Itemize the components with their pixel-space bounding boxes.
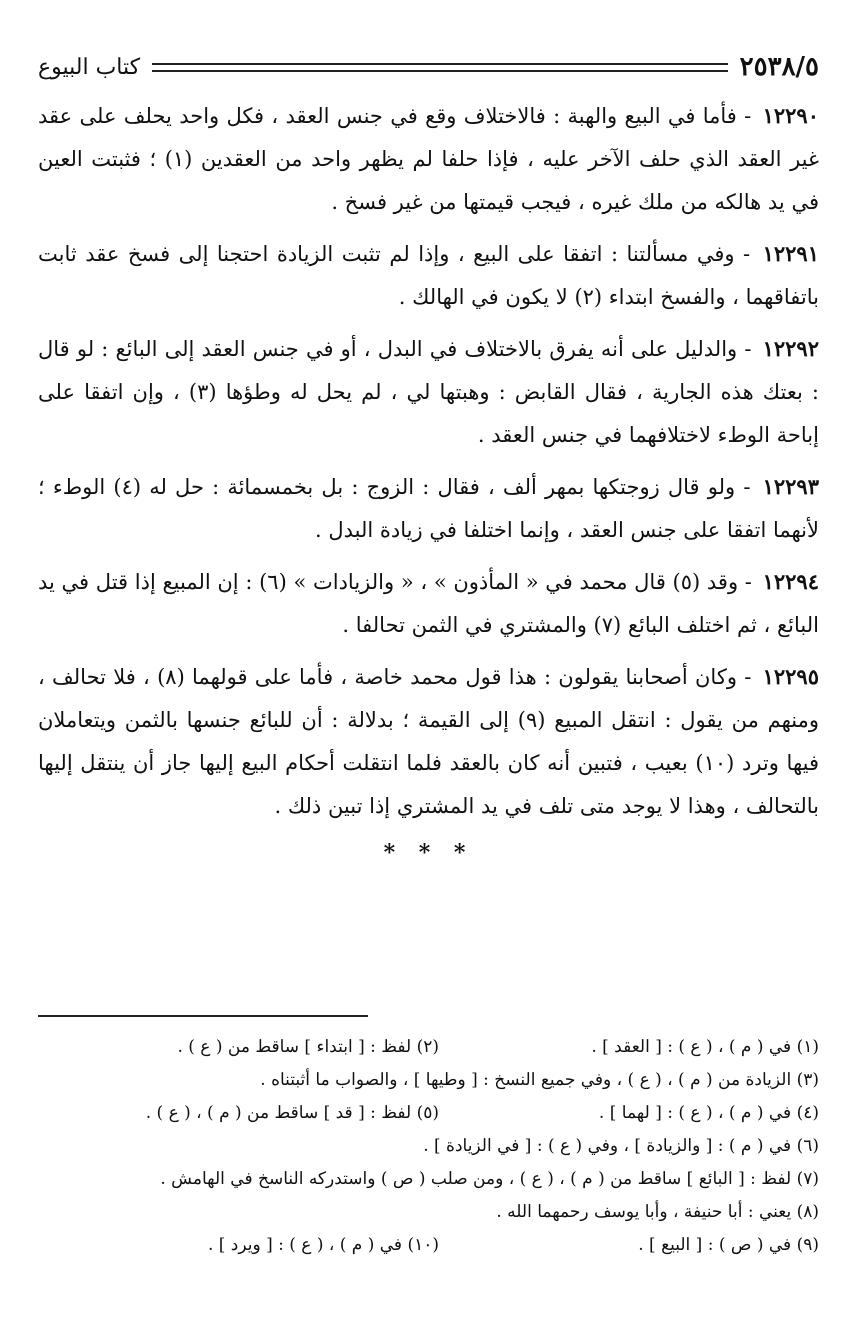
footnote-1: (١) في ( م ) ، ( ع ) : [ العقد ] . (591, 1036, 819, 1057)
header-double-rule (152, 63, 728, 72)
footnote-row (38, 1063, 819, 1096)
footnote-row (38, 1162, 819, 1195)
document-page (38, 48, 819, 866)
footnote-row (38, 1129, 819, 1162)
paragraph-12295 (38, 655, 819, 828)
paragraph-12290 (38, 94, 819, 224)
book-title: كتاب البيوع (38, 54, 141, 80)
footnote-row (38, 1228, 819, 1261)
paragraph-text: - وقد (٥) قال محمد في « المأذون » ، « والزيادات » (٦) : إن المبيع إذا قتل في يد البائع ، ثم اختلف البائع (٧) والمشتري في الثمن تحالفا . (38, 570, 819, 637)
page-number: ٢٥٣٨/٥ (739, 52, 819, 82)
paragraph-number: ١٢٢٩٤ (762, 569, 819, 594)
footnote-10: (١٠) في ( م ) ، ( ع ) : [ ويرد ] . (207, 1234, 439, 1255)
footnote-7: (٧) لفظ : [ البائع ] ساقط من ( م ) ، ( ع ) ، ومن صلب ( ص ) واستدركه الناسخ في الهامش . (160, 1168, 819, 1189)
body-text (38, 94, 819, 866)
paragraph-text: - فأما في البيع والهبة : فالاختلاف وقع في جنس العقد ، فكل واحد يحلف على عقد غير العقد الذي حلف الآخر عليه ، فإذا حلفا لم يظهر واحد من العقدين (١) ؛ فثبتت العين في يد هالكه من ملك غيره ، فيجب قيمتها من غير فسخ . (38, 104, 819, 214)
footnote-row (38, 1195, 819, 1228)
paragraph-12291 (38, 232, 819, 319)
paragraph-number: ١٢٢٩٢ (762, 336, 819, 361)
paragraph-text: - والدليل على أنه يفرق بالاختلاف في البدل ، أو في جنس العقد إلى البائع : لو قال : بعتك هذه الجارية ، فقال القابض : وهبتها لي ، لم يحل له وطؤها (٣) ، وإن اتفقا على إباحة الوطء لاختلافهما في جنس العقد . (38, 337, 819, 447)
footnote-rule (38, 1015, 368, 1017)
paragraph-number: ١٢٢٩١ (762, 241, 819, 266)
section-separator: * * * (383, 840, 474, 866)
footnote-4: (٤) في ( م ) ، ( ع ) : [ لهما ] . (598, 1102, 819, 1123)
paragraph-text: - ولو قال زوجتكها بمهر ألف ، فقال : الزوج : بل بخمسمائة : حل له (٤) الوطء ؛ لأنهما اتفقا على جنس العقد ، وإنما اختلفا في زيادة البدل . (38, 475, 819, 542)
footnote-2: (٢) لفظ : [ ابتداء ] ساقط من ( ع ) . (177, 1036, 439, 1057)
footnote-9: (٩) في ( ص ) : [ البيع ] . (638, 1234, 819, 1255)
paragraph-number: ١٢٢٩٥ (762, 664, 819, 689)
paragraph-12292 (38, 327, 819, 457)
paragraph-number: ١٢٢٩٠ (762, 103, 819, 128)
footnote-3: (٣) الزيادة من ( م ) ، ( ع ) ، وفي جميع النسخ : [ وطيها ] ، والصواب ما أثبتناه . (260, 1069, 819, 1090)
paragraph-number: ١٢٢٩٣ (762, 474, 819, 499)
footnote-5: (٥) لفظ : [ قد ] ساقط من ( م ) ، ( ع ) . (145, 1102, 439, 1123)
footnote-6: (٦) في ( م ) : [ والزيادة ] ، وفي ( ع ) : [ في الزيادة ] . (423, 1135, 819, 1156)
footnote-row (38, 1096, 819, 1129)
footnotes (38, 1030, 819, 1261)
page-header (38, 48, 819, 86)
paragraph-12294 (38, 560, 819, 647)
paragraph-text: - وفي مسألتنا : اتفقا على البيع ، وإذا لم تثبت الزيادة احتجنا إلى فسخ عقد ثابت باتفاقهما ، والفسخ ابتداء (٢) لا يكون في الهالك . (38, 242, 819, 309)
paragraph-text: - وكان أصحابنا يقولون : هذا قول محمد خاصة ، فأما على قولهما (٨) ، فلا تحالف ، ومنهم من يقول : انتقل المبيع (٩) إلى القيمة ؛ بدلالة : أن للبائع جنسها بالثمن ويتعاملان فيها وترد (١٠) بعيب ، فتبين أنه كان بالعقد فلما انتقلت أحكام البيع إليها جاز أن ينتقل إليها بالتحالف ، وهذا لا يوجد متى تلف في يد المشتري إذا تبين ذلك . (38, 665, 820, 818)
footnote-8: (٨) يعني : أبا حنيفة ، وأبا يوسف رحمهما الله . (496, 1201, 819, 1222)
paragraph-12293 (38, 465, 819, 552)
footnote-row (38, 1030, 819, 1063)
